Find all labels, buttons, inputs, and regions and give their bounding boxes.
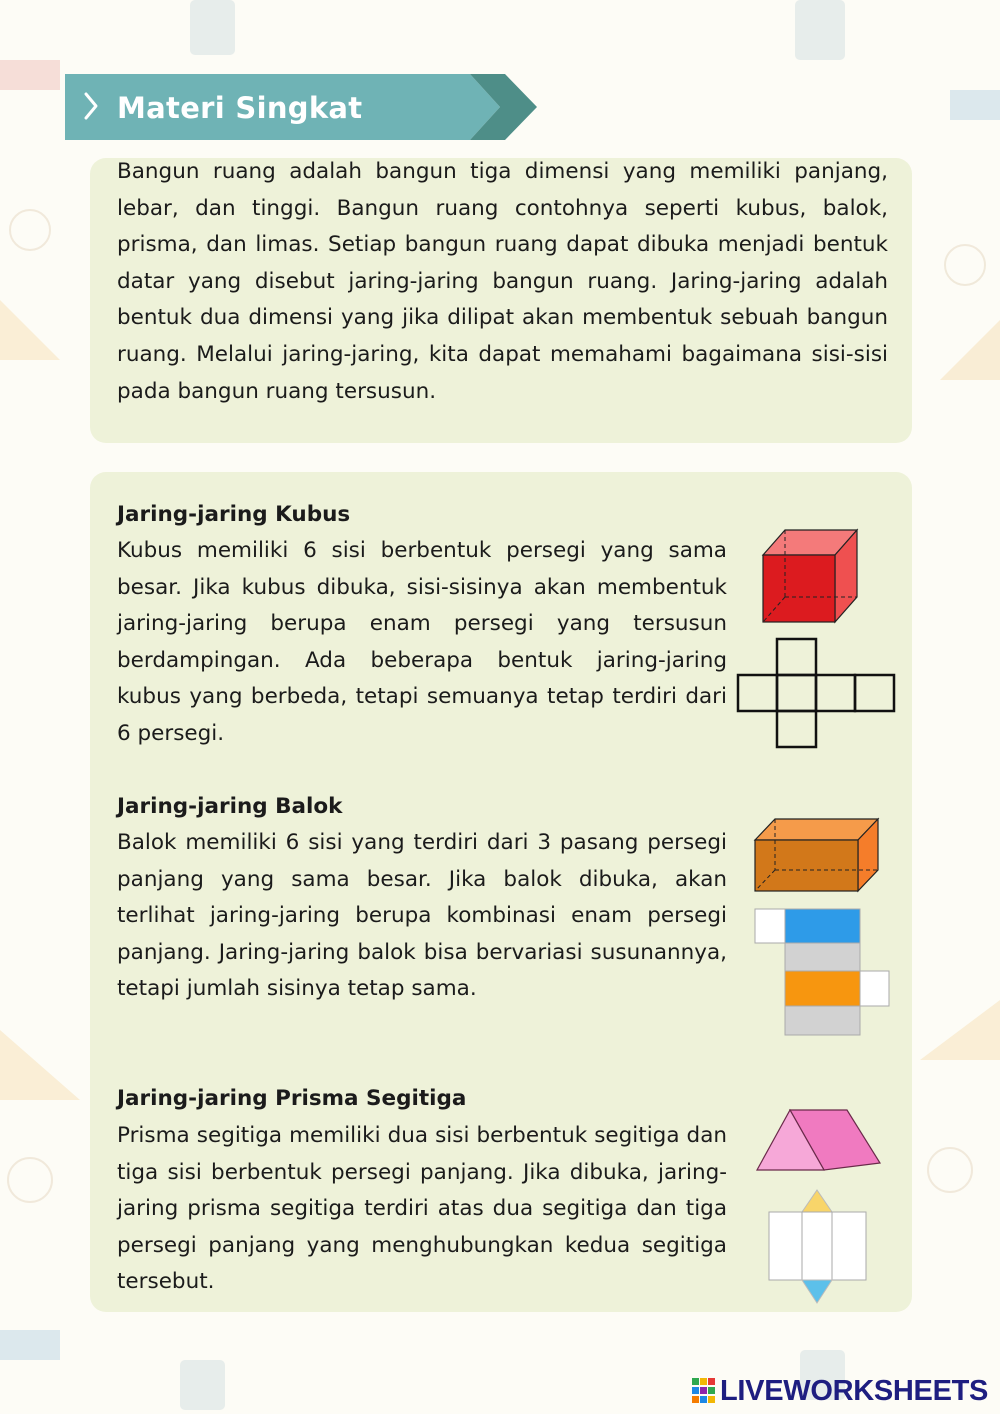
chevron-right-icon — [80, 88, 102, 124]
liveworksheets-brand-text: LIVEWORKSHEETS — [720, 1375, 989, 1407]
cube-section-text: Kubus memiliki 6 sisi berbentuk persegi yang sama besar. Jika kubus dibuka, sisi-sisinya akan membentuk jaring-jaring berupa enam persegi yang tersusun berdampingan. Ada beberapa bentuk jaring-jaring kubus yang berbeda, tetapi semuanya tetap terdiri dari 6 persegi. — [117, 538, 727, 746]
prism-section-text: Prisma segitiga memiliki dua sisi berbentuk segitiga dan tiga sisi berbentuk persegi panjang. Jika dibuka, jaring-jaring prisma segitiga terdiri atas dua segitiga dan tiga persegi panjang yang menghubungkan kedua segitiga tersebut. — [117, 1123, 727, 1295]
intro-paragraph: Bangun ruang adalah bangun tiga dimensi yang memiliki panjang, lebar, dan tinggi. Bangun ruang contohnya seperti kubus, balok, prisma, dan limas. Setiap bangun ruang dapat dibuka menjadi bentuk datar yang disebut jaring-jaring bangun ruang. Jaring-jaring adalah bentuk dua dimensi yang jika dilipat akan membentuk sebuah bangun ruang. Melalui jaring-jaring, kita dapat memahami bagaimana sisi-sisi pada bangun ruang tersusun. — [117, 159, 888, 404]
cube-section-title: Jaring-jaring Kubus — [117, 502, 351, 527]
prism-section-title: Jaring-jaring Prisma Segitiga — [117, 1086, 467, 1111]
cuboid-section-text: Balok memiliki 6 sisi yang terdiri dari 3 pasang persegi panjang yang sama besar. Jika balok dibuka, akan terlihat jaring-jaring berupa kombinasi enam persegi panjang. Jaring-jaring balok bisa bervariasi susunannya, tetapi jumlah sisinya tetap sama. — [117, 830, 727, 1002]
cuboid-section-title: Jaring-jaring Balok — [117, 794, 343, 819]
section-title: Materi Singkat — [117, 91, 363, 125]
liveworksheets-logo-mark — [692, 1378, 716, 1404]
